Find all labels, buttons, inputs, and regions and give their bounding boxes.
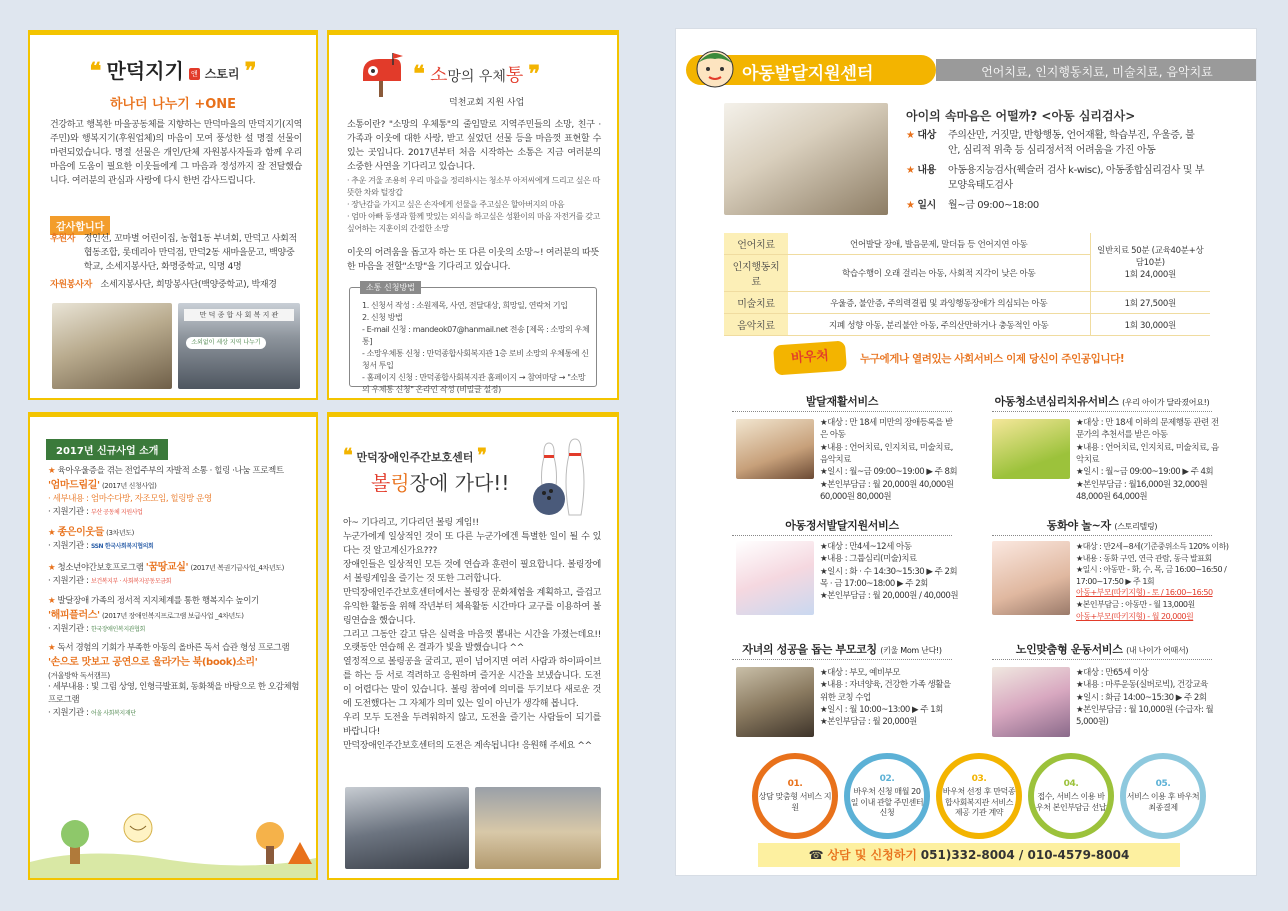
panel-new-projects	[28, 412, 318, 880]
apply-line: - 소망우체통 신청 : 만덕종합사회복지관 1층 로비 소망의 우체통에 신청서 투입	[362, 349, 589, 370]
center-tags-bar	[936, 59, 1257, 81]
service-body: ★대상 : 만2세~8세(기준중위소득 120% 이하) ★내용 : 동화 구연, 연극 관람, 동극 발표회 ★일시 : 아동만 - 화, 수, 목, 금 16:00~16:50 / 17:00~17:50 ▶ 주 1회 아동+부모(따키지형) - 토 / 16:00~16:50 ★본인부담금 : 아동만 - 월 13,000원 아동+부모(따키지형) - 월 20,000원	[1076, 542, 1229, 621]
service-title: 자녀의 성공을 돕는 부모코칭 (키울 Mom 난다!)	[732, 641, 952, 660]
fee-row: 언어치료 언어발달 장애, 발음문제, 말더듬 등 언어지연 아동 일반치료 50분 (교육40분+상담10분) 1회 24,000원	[724, 233, 1210, 255]
service-title: 동화야 놀~자 (스토리텔링)	[992, 517, 1212, 536]
donor-row	[50, 233, 302, 275]
photo-service-psych	[992, 419, 1070, 479]
therapy-fee-table	[724, 233, 1210, 336]
photo-banner-text: 소외없이 세상 지역 나누기	[186, 337, 266, 349]
new-projects-header: 2017년 신규사업 소개	[46, 439, 168, 460]
service-body: ★대상 : 만4세~12세 아동 ★내용 : 그룹심리(미술)치료 ★일시 : 화 · 수 14:30~15:30 ▶ 주 2회 목 · 금 17:00~18:00 ▶ 주 2회 ★본인부담금 : 월 20,000원 / 40,000원	[820, 542, 959, 602]
bowling-title-top	[343, 445, 487, 466]
project-item: ★ 종은이웃들 (3차년도) · 지원기관 : SSN 한국사회복지협의회	[48, 527, 154, 552]
project-item: ★ 육아우울증을 겪는 전업주부의 자발적 소통 · 힐링 ·나눔 프로젝트 '엄마드림길' (2017년 신청사업) · 세부내용 : 엄마수다방, 자조모임, 힐링방 운영 · 지원기관 : 부산 공동체 지원사업	[48, 466, 284, 517]
psych-item: ★ 대상 주의산만, 거짓말, 반항행동, 언어재활, 학습부진, 우울증, 불안, 심리적 위축 등 심리정서적 어려움을 가진 아동	[906, 130, 1195, 156]
story-subtitle: 하나더 나누기 +ONE	[109, 97, 237, 112]
apply-line: - 홈페이지 신청 : 만덕종합사회복지관 홈페이지 → 참여마당 → "소망의 우체통 신청" 온라인 작성 (비밀글 설정)	[362, 373, 586, 394]
decor-illustration	[30, 802, 316, 878]
donor-text: 정인선, 꼬마별 어린이집, 농협1동 부녀회, 만덕고 사회적협동조합, 롯데리아 만덕점, 만덕2동 새마을문고, 백양중학교, 소세지봉사단, 화명중학교, 익명 4명	[83, 234, 297, 272]
apply-line: - E-mail 신청 : mandeok07@hanmail.net 전송 [제목 : 소망의 우체통]	[362, 325, 590, 346]
story-title-text: 만덕지기	[106, 59, 184, 83]
center-header	[676, 55, 1257, 85]
apply-method-label: 소통 신청방법	[360, 281, 421, 294]
project-item: ★ 발달장애 가족의 정서적 지지체계를 통한 행복지수 높이기 '해피플러스' (2017년 장애인복지프로그램 보급사업 _4차년도) · 지원기관 : 한국장애인복지관협회	[48, 595, 259, 634]
photo-group	[178, 303, 300, 389]
bowling-para: 그리고 그동안 갈고 닦은 실력을 마음껏 뽐내는 시간을 가졌는데요!! 오랫동안 연습해 온 결과가 빛을 발했습니다 ^^	[343, 629, 601, 654]
volunteer-text: 소세지봉사단, 희망봉사단(백양중학교), 박재경	[100, 280, 277, 290]
bowling-para: 누군가에게 일상적인 것이 또 다른 누군가에겐 특별한 일이 될 수 있다는 것 알고계신가요???	[343, 531, 601, 556]
hope-title	[413, 61, 540, 87]
title-part-c: 통	[505, 65, 524, 86]
bowling-pins-icon	[529, 437, 609, 519]
apply-method-box	[349, 283, 597, 394]
quote-close-icon: ❞	[528, 61, 541, 87]
project-item: ★ 독서 경험의 기회가 부족한 아동의 올바른 독서 습관 형성 프로그램 '손으로 맛보고 공연으로 울라가는 북(book)소리' (겨울방학 독서캠프) · 세부내용 : 빛 그림 상영, 인형극발표회, 동화책을 바탕으로 한 오감체험 프로그램 · 지원기관 : 어울 사회복지재단	[48, 643, 300, 718]
voucher-badge: 바우처	[773, 341, 847, 376]
thanks-header	[50, 215, 110, 235]
psych-item: ★ 일시 월~금 09:00~18:00	[906, 200, 1039, 211]
hope-closing: 이웃의 어려움을 돕고자 하는 또 다른 이웃의 소망~! 여러분의 따뜻한 마음을 전할"소망"을 기다리고 있습니다.	[347, 248, 599, 272]
donor-label: 후원자	[50, 234, 76, 244]
hope-bullet: · 추운 겨울 조용히 우리 마을을 정리하시는 청소부 아저씨에게 드리고 싶은 따뜻한 차와 털장갑	[347, 176, 600, 197]
hope-intro: 소통이란? "소망의 우체통"의 줄임말로 지역주민들의 소망, 친구 · 가족과 이웃에 대한 사랑, 받고 싶었던 선물 등을 마음껏 표현할 수 있는 곳입니다. 2017년부터 처음 시작하는 소통은 지금 여러분의 소중한 사연을 기다리고 있습니다.	[347, 120, 601, 172]
volunteer-label: 자원봉사자	[50, 280, 92, 290]
service-body: ★대상 : 만 18세 이하의 문제행동 관련 전문가의 추천서를 받은 아동 ★내용 : 언어치료, 인지치료, 미술치료, 음악치료 ★일시 : 월~금 09:00~19:00 ▶ 주 4회 ★본인부담금 : 월16,000원 32,000원 48,000원 64,000원	[1076, 418, 1219, 502]
bowling-para: 만덕장애인주간보호센터에서는 볼링장 문화체험을 계획하고, 즐겁고 유익한 활동을 위해 작년부터 체육활동 시간마다 교구를 이용하여 볼링연습을 했습니다.	[343, 587, 601, 626]
fee-row: 음악치료 지폐 성향 아동, 분리불안 아동, 주의산만하거나 충동적인 아동 1회 30,000원	[724, 314, 1210, 336]
step-circle: 03. 바우처 선정 후 만덕종합사회복지관 서비스제공 기관 계약	[936, 753, 1022, 839]
bowling-title: 볼링장에 가다!!	[371, 471, 510, 495]
bowling-title-top-text: 만덕장애인주간보호센터	[356, 451, 474, 464]
step-circle: 04. 접수, 서비스 이용 바우처 본인부담금 선납	[1028, 753, 1114, 839]
step-circle: 02. 바우처 신청 매월 20일 이내 관할 주민센터 신청	[844, 753, 930, 839]
service-body: ★대상 : 부모, 예비부모 ★내용 : 자녀양육, 건강한 가족 생활을 위한 코칭 수업 ★일시 : 월 10:00~13:00 ▶ 주 1회 ★본인부담금 : 월 20,000원	[820, 668, 951, 728]
photo-bowling-1	[345, 787, 469, 869]
apply-method-lines	[362, 300, 590, 396]
project-item: ★ 청소년야간보호프로그램 '꿈땅교실' (2017년 복권기금사업_4차년도) · 지원기관 : 보건복지부 · 사회복지공동모금회	[48, 562, 284, 586]
service-body: ★대상 : 만 18세 미만의 장애등록을 받은 아동 ★내용 : 언어치료, 인지치료, 미술치료, 음악치료 ★일시 : 월~금 09:00~19:00 ▶ 주 8회 ★본인부담금 : 월 20,000원 40,000원 60,000원 80,000원	[820, 418, 958, 502]
bowling-para: 장애인들은 일상적인 모든 것에 연습과 훈련이 필요합니다. 볼링장에서 볼링게임을 즐기는 것 또한 그러합니다.	[343, 559, 601, 584]
hope-subtitle: 덕천교회 지원 사업	[449, 98, 525, 108]
bowling-para: 만덕장애인주간보호센터의 도전은 계속됩니다! 응원해 주세요 ^^	[343, 741, 592, 751]
apply-line: 2. 신청 방법	[362, 313, 403, 322]
bowling-body	[343, 517, 601, 754]
photo-psych-test	[724, 103, 888, 215]
photo-bowling-2	[475, 787, 601, 869]
psych-item: ★ 내용 아동용지능검사(웩슬러 검사 k-wisc), 아동종합심리검사 및 부모양육태도검사	[906, 165, 1205, 191]
fee-row: 인지행동치료 학습수행이 오래 걸리는 아동, 사회적 지각이 낮은 아동	[724, 255, 1210, 292]
contact-label: 상담 및 신청하기	[827, 848, 917, 862]
bowling-para: 우리 모두 도전을 두려워하지 않고, 도전을 즐기는 사람들이 되기를 바랍니다!	[343, 713, 601, 738]
service-body: ★대상 : 만65세 이상 ★내용 : 마루운동(실버로빅), 건강교육 ★일시 : 화금 14:00~15:30 ▶ 주 2회 ★본인부담금 : 월 10,000원 (수급자: 월 5,000원)	[1076, 668, 1214, 728]
photo-sign-text: 만 덕 종 합 사 회 복 지 관	[184, 309, 294, 321]
hope-bullets	[347, 175, 601, 235]
project-list	[48, 465, 306, 720]
panel-mandeok-story	[28, 30, 318, 400]
quote-open-icon: ❝	[89, 58, 102, 84]
photo-service-story	[992, 541, 1070, 615]
bowling-para: 열정적으로 볼링공을 굴리고, 핀이 넘어지면 여러 사람과 하이파이브를 하는 등 서로 격려하고 응원하며 즐거운 시간을 보냈습니다. 도전이 어렵다는 말이 있습니다. 볼링 참여에 의미를 두기보다 새로운 것에 도전했다는 그 자체가 의미 있는 일이 아닌가 생각해 봅니다.	[343, 657, 601, 710]
quote-close-icon: ❞	[477, 445, 487, 466]
boy-mascot-icon	[692, 45, 738, 91]
apply-line: 1. 신청서 작성 : 소원제목, 사연, 전달대상, 희망일, 연락처 기입	[362, 301, 568, 310]
service-title: 아동정서발달지원서비스	[732, 517, 952, 536]
photo-service-parent	[736, 667, 814, 737]
service-title: 발달재활서비스	[732, 393, 952, 412]
psych-test-title: 아이의 속마음은 어떨까? <아동 심리검사>	[906, 109, 1136, 123]
bowling-para: 아~ 기다리고, 기다리던 볼링 게임!!	[343, 518, 479, 528]
title-part-b: 망의 우체	[447, 69, 506, 85]
contact-phone[interactable]: 051)332-8004 / 010-4579-8004	[920, 848, 1130, 862]
title-suffix: 스토리	[204, 67, 240, 81]
psych-test-items	[906, 129, 1206, 214]
photo-service-rehab	[736, 419, 814, 479]
fee-row: 미술치료 우울증, 불안증, 주의력결핍 및 과잉행동장애가 의심되는 아동 1회 27,500원	[724, 292, 1210, 314]
panel-hope-mailbox	[327, 30, 619, 400]
title-badge: 앤	[190, 69, 198, 78]
hope-bullet: · 엄마 아빠 동생과 함께 맛있는 외식을 하고싶은 성환이의 마음 자전거를 갖고 싶어하는 지훈이의 간절한 소망	[347, 212, 600, 233]
hope-bullet: · 장난감을 가지고 싶은 손자에게 선물을 주고싶은 할아버지의 마음	[347, 200, 565, 209]
service-title: 아동청소년심리치유서비스 (우리 아이가 달라졌어요!)	[992, 393, 1212, 412]
phone-icon: ☎	[808, 848, 824, 862]
quote-open-icon: ❝	[343, 445, 353, 466]
story-title	[30, 55, 316, 84]
photo-service-senior	[992, 667, 1070, 737]
photo-gift-delivery	[52, 303, 172, 389]
center-title: 아동발달지원센터	[742, 64, 874, 84]
quote-open-icon: ❝	[413, 61, 425, 87]
title-part-a: 소	[429, 65, 448, 86]
panel-bowling	[327, 412, 619, 880]
center-tags: 언어치료, 인지행동치료, 미술치료, 음악치료	[981, 65, 1213, 79]
mailbox-icon	[357, 49, 407, 99]
voucher-slogan: 누구에게나 열려있는 사회서비스 이제 당신이 주인공입니다!	[860, 353, 1125, 365]
step-circle: 01. 상담 맞춤형 서비스 지원	[752, 753, 838, 839]
quote-close-icon: ❞	[244, 58, 257, 84]
thanks-label: 감사합니다	[50, 216, 110, 235]
service-title: 노인맞춤형 운동서비스 (내 나이가 어때서)	[992, 641, 1212, 660]
story-body: 건강하고 행복한 마을공동체를 지향하는 만덕마을의 만덕지기(지역주민)와 행복지기(후원업체)의 마음이 모여 풍성한 설 명절 선물이 마련되었습니다. 명절 선물은 개인/단체 자원봉사자들과 함께 우리 마음에 도움이 필요한 이웃들에게 그 마음과 정성까지 잘 전달했습니다. 여러분의 관심과 사랑에 다시 한번 감사드립니다.	[50, 120, 302, 186]
child-development-page	[675, 28, 1257, 876]
contact-bar	[758, 843, 1180, 867]
volunteer-row	[50, 279, 302, 293]
step-circle: 05. 서비스 이용 후 바우처 최종결제	[1120, 753, 1206, 839]
photo-service-emotion	[736, 541, 814, 615]
